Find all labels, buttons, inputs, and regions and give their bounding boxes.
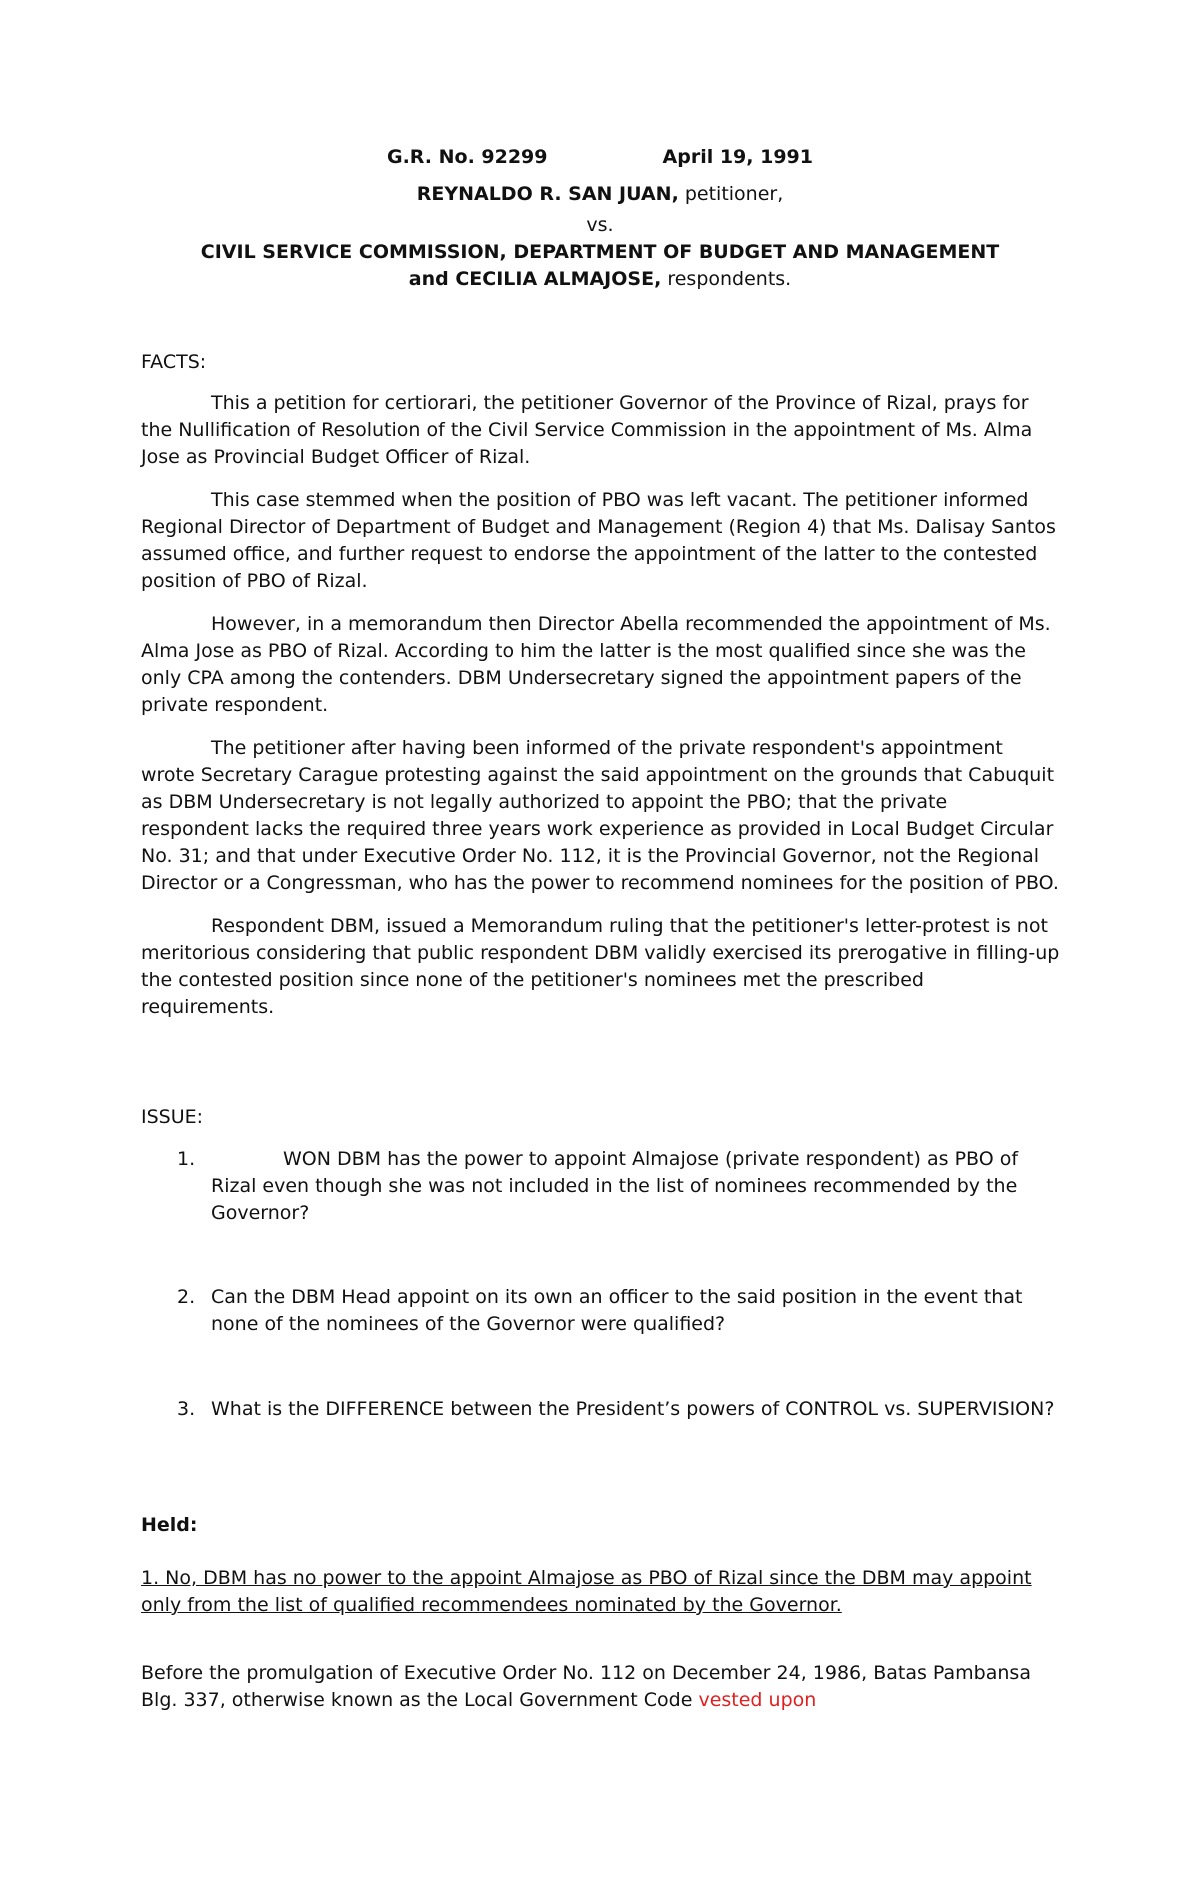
gr-number: G.R. No. 92299 bbox=[386, 146, 548, 168]
facts-paragraph: The petitioner after having been informed of the private respondent's appointment wrote Secretary Carague protesting against the said appointment on the grounds that Cabuquit as DBM Undersecretary is not legally authorized to appoint the PBO; that the private respondent lacks the required three years work experience as provided in Local Budget Circular No. 31; and that under Executive Order No. 112, it is the Provincial Governor, not the Regional Director or a Congressman, who has the power to recommend nominees for the position of PBO. bbox=[141, 737, 1059, 894]
respondents-line-1 bbox=[130, 239, 1070, 266]
facts-paragraph: However, in a memorandum then Director Abella recommended the appointment of Ms. Alma Jose as PBO of Rizal. According to him the latter is the most qualified since she was the only CPA among the contenders. DBM Undersecretary signed the appointment papers of the private respondent. bbox=[141, 613, 1051, 716]
list-item bbox=[141, 1284, 1061, 1338]
respondents-names-2: and CECILIA ALMAJOSE, bbox=[408, 268, 662, 290]
petitioner-role: petitioner, bbox=[678, 183, 784, 205]
facts-paragraph: This case stemmed when the position of PBO was left vacant. The petitioner informed Regional Director of Department of Budget and Management (Region 4) that Ms. Dalisay Santos assumed office, and further request to endorse the appointment of the latter to the contested position of PBO of Rizal. bbox=[141, 489, 1056, 592]
issue-heading: ISSUE: bbox=[141, 1106, 204, 1128]
facts-section bbox=[141, 390, 1061, 1037]
case-number-line bbox=[130, 140, 1070, 175]
list-item bbox=[141, 1146, 1061, 1227]
held-answer-1: 1. No, DBM has no power to the appoint Almajose as PBO of Rizal since the DBM may appoint only from the list of qualified recommendees nominated by the Governor. bbox=[141, 1567, 1032, 1616]
held-paragraph-text: Before the promulgation of Executive Order No. 112 on December 24, 1986, Batas Pambansa Blg. 337, otherwise known as the Local Government Code bbox=[141, 1662, 1031, 1711]
issue-text: Can the DBM Head appoint on its own an officer to the said position in the event that none of the nominees of the Governor were qualified? bbox=[211, 1286, 1023, 1335]
highlighted-text: vested upon bbox=[698, 1689, 817, 1711]
issue-number: 2. bbox=[177, 1286, 196, 1308]
issue-number: 1. bbox=[177, 1148, 196, 1170]
facts-paragraph: This a petition for certiorari, the petitioner Governor of the Province of Rizal, prays for the Nullification of Resolution of the Civil Service Commission in the appointment of Ms. Alma Jose as Provincial Budget Officer of Rizal. bbox=[141, 392, 1033, 468]
issue-text: WON DBM has the power to appoint Almajose (private respondent) as PBO of Rizal even though she was not included in the list of nominees recommended by the Governor? bbox=[211, 1148, 1019, 1224]
list-item bbox=[141, 1396, 1061, 1423]
respondents-line-2 bbox=[130, 266, 1070, 293]
petitioner-name: REYNALDO R. SAN JUAN, bbox=[416, 183, 679, 205]
petitioner-line bbox=[130, 175, 1070, 213]
issue-number: 3. bbox=[177, 1398, 196, 1420]
facts-paragraph: Respondent DBM, issued a Memorandum ruling that the petitioner's letter-protest is not meritorious considering that public respondent DBM validly exercised its prerogative in filling-up the contested position since none of the petitioner's nominees met the prescribed requirements. bbox=[141, 915, 1060, 1018]
held-heading: Held: bbox=[141, 1514, 198, 1536]
decision-date: April 19, 1991 bbox=[662, 146, 813, 168]
respondents-role: respondents. bbox=[661, 268, 792, 290]
respondents-names-1: CIVIL SERVICE COMMISSION, DEPARTMENT OF BUDGET AND MANAGEMENT bbox=[200, 241, 1000, 263]
held-paragraph bbox=[141, 1660, 1061, 1714]
facts-heading: FACTS: bbox=[141, 351, 207, 373]
versus: vs. bbox=[586, 214, 614, 236]
issue-text: What is the DIFFERENCE between the President’s powers of CONTROL vs. SUPERVISION? bbox=[211, 1398, 1055, 1420]
case-caption bbox=[130, 140, 1070, 293]
